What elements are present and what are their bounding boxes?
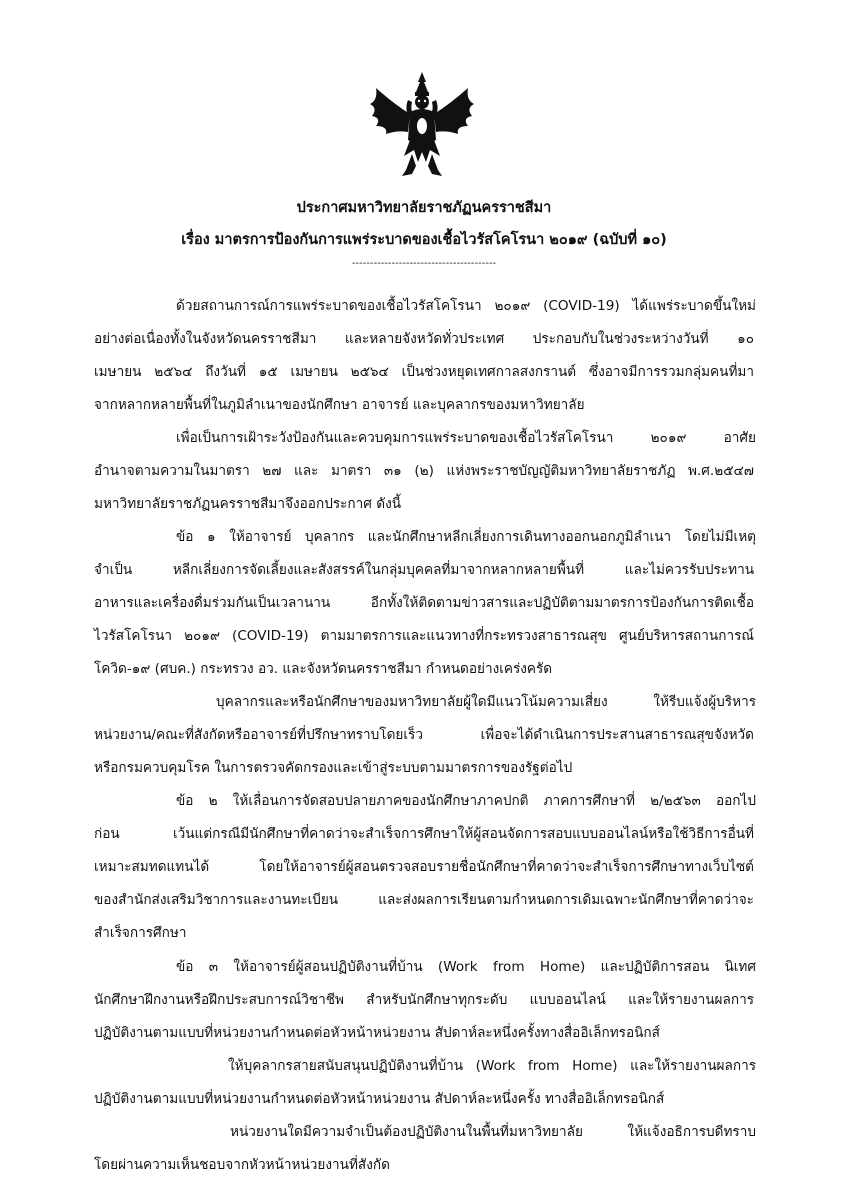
body-line: ด้วยสถานการณ์การแพร่ระบาดของเชื้อไวรัสโคโรนา ๒๐๑๙ (COVID-19) ได้แพร่ระบาดขึ้นใหม่ (176, 298, 756, 314)
body-line: ให้บุคลากรสายสนับสนุนปฏิบัติงานที่บ้าน (Work from Home) และให้รายงานผลการ (228, 1058, 756, 1074)
body-line: นักศึกษาฝึกงานหรือฝึกประสบการณ์วิชาชีพ สำหรับนักศึกษาทุกระดับ แบบออนไลน์ และให้รายงานผลการ (94, 992, 754, 1008)
garuda-emblem-icon (364, 70, 480, 178)
body-line: สำเร็จการศึกษา (94, 925, 187, 941)
body-line: ข้อ ๓ ให้อาจารย์ผู้สอนปฏิบัติงานที่บ้าน (Work from Home) และปฏิบัติการสอน นิเทศ (176, 959, 756, 975)
document-title: ประกาศมหาวิทยาลัยราชภัฏนครราชสีมา (296, 200, 552, 216)
body-line: อำนาจตามความในมาตรา ๒๗ และ มาตรา ๓๑ (๒) แห่งพระราชบัญญัติมหาวิทยาลัยราชภัฏ พ.ศ.๒๕๔๗ (94, 463, 754, 479)
body-line: จำเป็น หลีกเลี่ยงการจัดเลี้ยงและสังสรรค์ในกลุ่มบุคคลที่มาจากหลากหลายพื้นที่ และไม่ควรรับประทาน (94, 562, 754, 578)
body-line: จากหลากหลายพื้นที่ในภูมิลำเนาของนักศึกษา อาจารย์ และบุคลากรของมหาวิทยาลัย (94, 397, 585, 413)
body-line: ของสำนักส่งเสริมวิชาการและงานทะเบียน และส่งผลการเรียนตามกำหนดการเดิมเฉพาะนักศึกษาที่คาดว่าจะ (94, 892, 754, 908)
body-line: โดยผ่านความเห็นชอบจากหัวหน้าหน่วยงานที่สังกัด (94, 1157, 390, 1173)
body-line: หน่วยงาน/คณะที่สังกัดหรืออาจารย์ที่ปรึกษาทราบโดยเร็ว เพื่อจะได้ดำเนินการประสานสาธารณสุขจังหวัด (94, 727, 754, 743)
body-line: ปฏิบัติงานตามแบบที่หน่วยงานกำหนดต่อหัวหน้าหน่วยงาน สัปดาห์ละหนึ่งครั้งทางสื่ออิเล็กทรอนิกส์ (94, 1025, 660, 1041)
body-line: ข้อ ๑ ให้อาจารย์ บุคลากร และนักศึกษาหลีกเลี่ยงการเดินทางออกนอกภูมิลำเนา โดยไม่มีเหตุ (176, 529, 756, 545)
body-line: เพื่อเป็นการเฝ้าระวังป้องกันและควบคุมการแพร่ระบาดของเชื้อไวรัสโคโรนา ๒๐๑๙ อาศัย (176, 430, 756, 446)
body-line: มหาวิทยาลัยราชภัฏนครราชสีมาจึงออกประกาศ ดังนี้ (94, 496, 401, 512)
body-line: ข้อ ๒ ให้เลื่อนการจัดสอบปลายภาคของนักศึกษาภาคปกติ ภาคการศึกษาที่ ๒/๒๕๖๓ ออกไป (176, 793, 756, 809)
body-line: ปฏิบัติงานตามแบบที่หน่วยงานกำหนดต่อหัวหน้าหน่วยงาน สัปดาห์ละหนึ่งครั้ง ทางสื่ออิเล็กทรอนิกส์ (94, 1091, 665, 1107)
body-line: ก่อน เว้นแต่กรณีมีนักศึกษาที่คาดว่าจะสำเร็จการศึกษาให้ผู้สอนจัดการสอบแบบออนไลน์หรือใช้วิธีการอื่นที่ (94, 826, 754, 842)
body-line: เหมาะสมทดแทนได้ โดยให้อาจารย์ผู้สอนตรวจสอบรายชื่อนักศึกษาที่คาดว่าจะสำเร็จการศึกษาทางเว็บไซต์ (94, 859, 754, 875)
body-line: อาหารและเครื่องดื่มร่วมกันเป็นเวลานาน อีกทั้งให้ติดตามข่าวสารและปฏิบัติตามมาตรการป้องกันการติดเชื้อ (94, 595, 754, 611)
body-line: อย่างต่อเนื่องทั้งในจังหวัดนครราชสีมา และหลายจังหวัดทั่วประเทศ ประกอบกับในช่วงระหว่างวันที่ ๑๐ (94, 331, 754, 347)
body-line: หน่วยงานใดมีความจำเป็นต้องปฏิบัติงานในพื้นที่มหาวิทยาลัย ให้แจ้งอธิการบดีทราบ (230, 1124, 756, 1140)
document-subject: เรื่อง มาตรการป้องกันการแพร่ระบาดของเชื้อไวรัสโคโรนา ๒๐๑๙ (ฉบับที่ ๑๐) (181, 232, 667, 248)
body-line: บุคลากรและหรือนักศึกษาของมหาวิทยาลัยผู้ใดมีแนวโน้มความเสี่ยง ให้รีบแจ้งผู้บริหาร (216, 694, 756, 710)
body-line: เมษายน ๒๕๖๔ ถึงวันที่ ๑๕ เมษายน ๒๕๖๔ เป็นช่วงหยุดเทศกาลสงกรานต์ ซึ่งอาจมีการรวมกลุ่มคนที่มา (94, 364, 754, 380)
body-line: หรือกรมควบคุมโรค ในการตรวจคัดกรองและเข้าสู่ระบบตามมาตรการของรัฐต่อไป (94, 760, 573, 776)
title-divider: ---------------------------------------- (351, 258, 497, 269)
body-line: ไวรัสโคโรนา ๒๐๑๙ (COVID-19) ตามมาตรการและแนวทางที่กระทรวงสาธารณสุข ศูนย์บริหารสถานการณ์ (94, 628, 754, 644)
body-line: โควิด-๑๙ (ศบค.) กระทรวง อว. และจังหวัดนครราชสีมา กำหนดอย่างเคร่งครัด (94, 661, 553, 677)
